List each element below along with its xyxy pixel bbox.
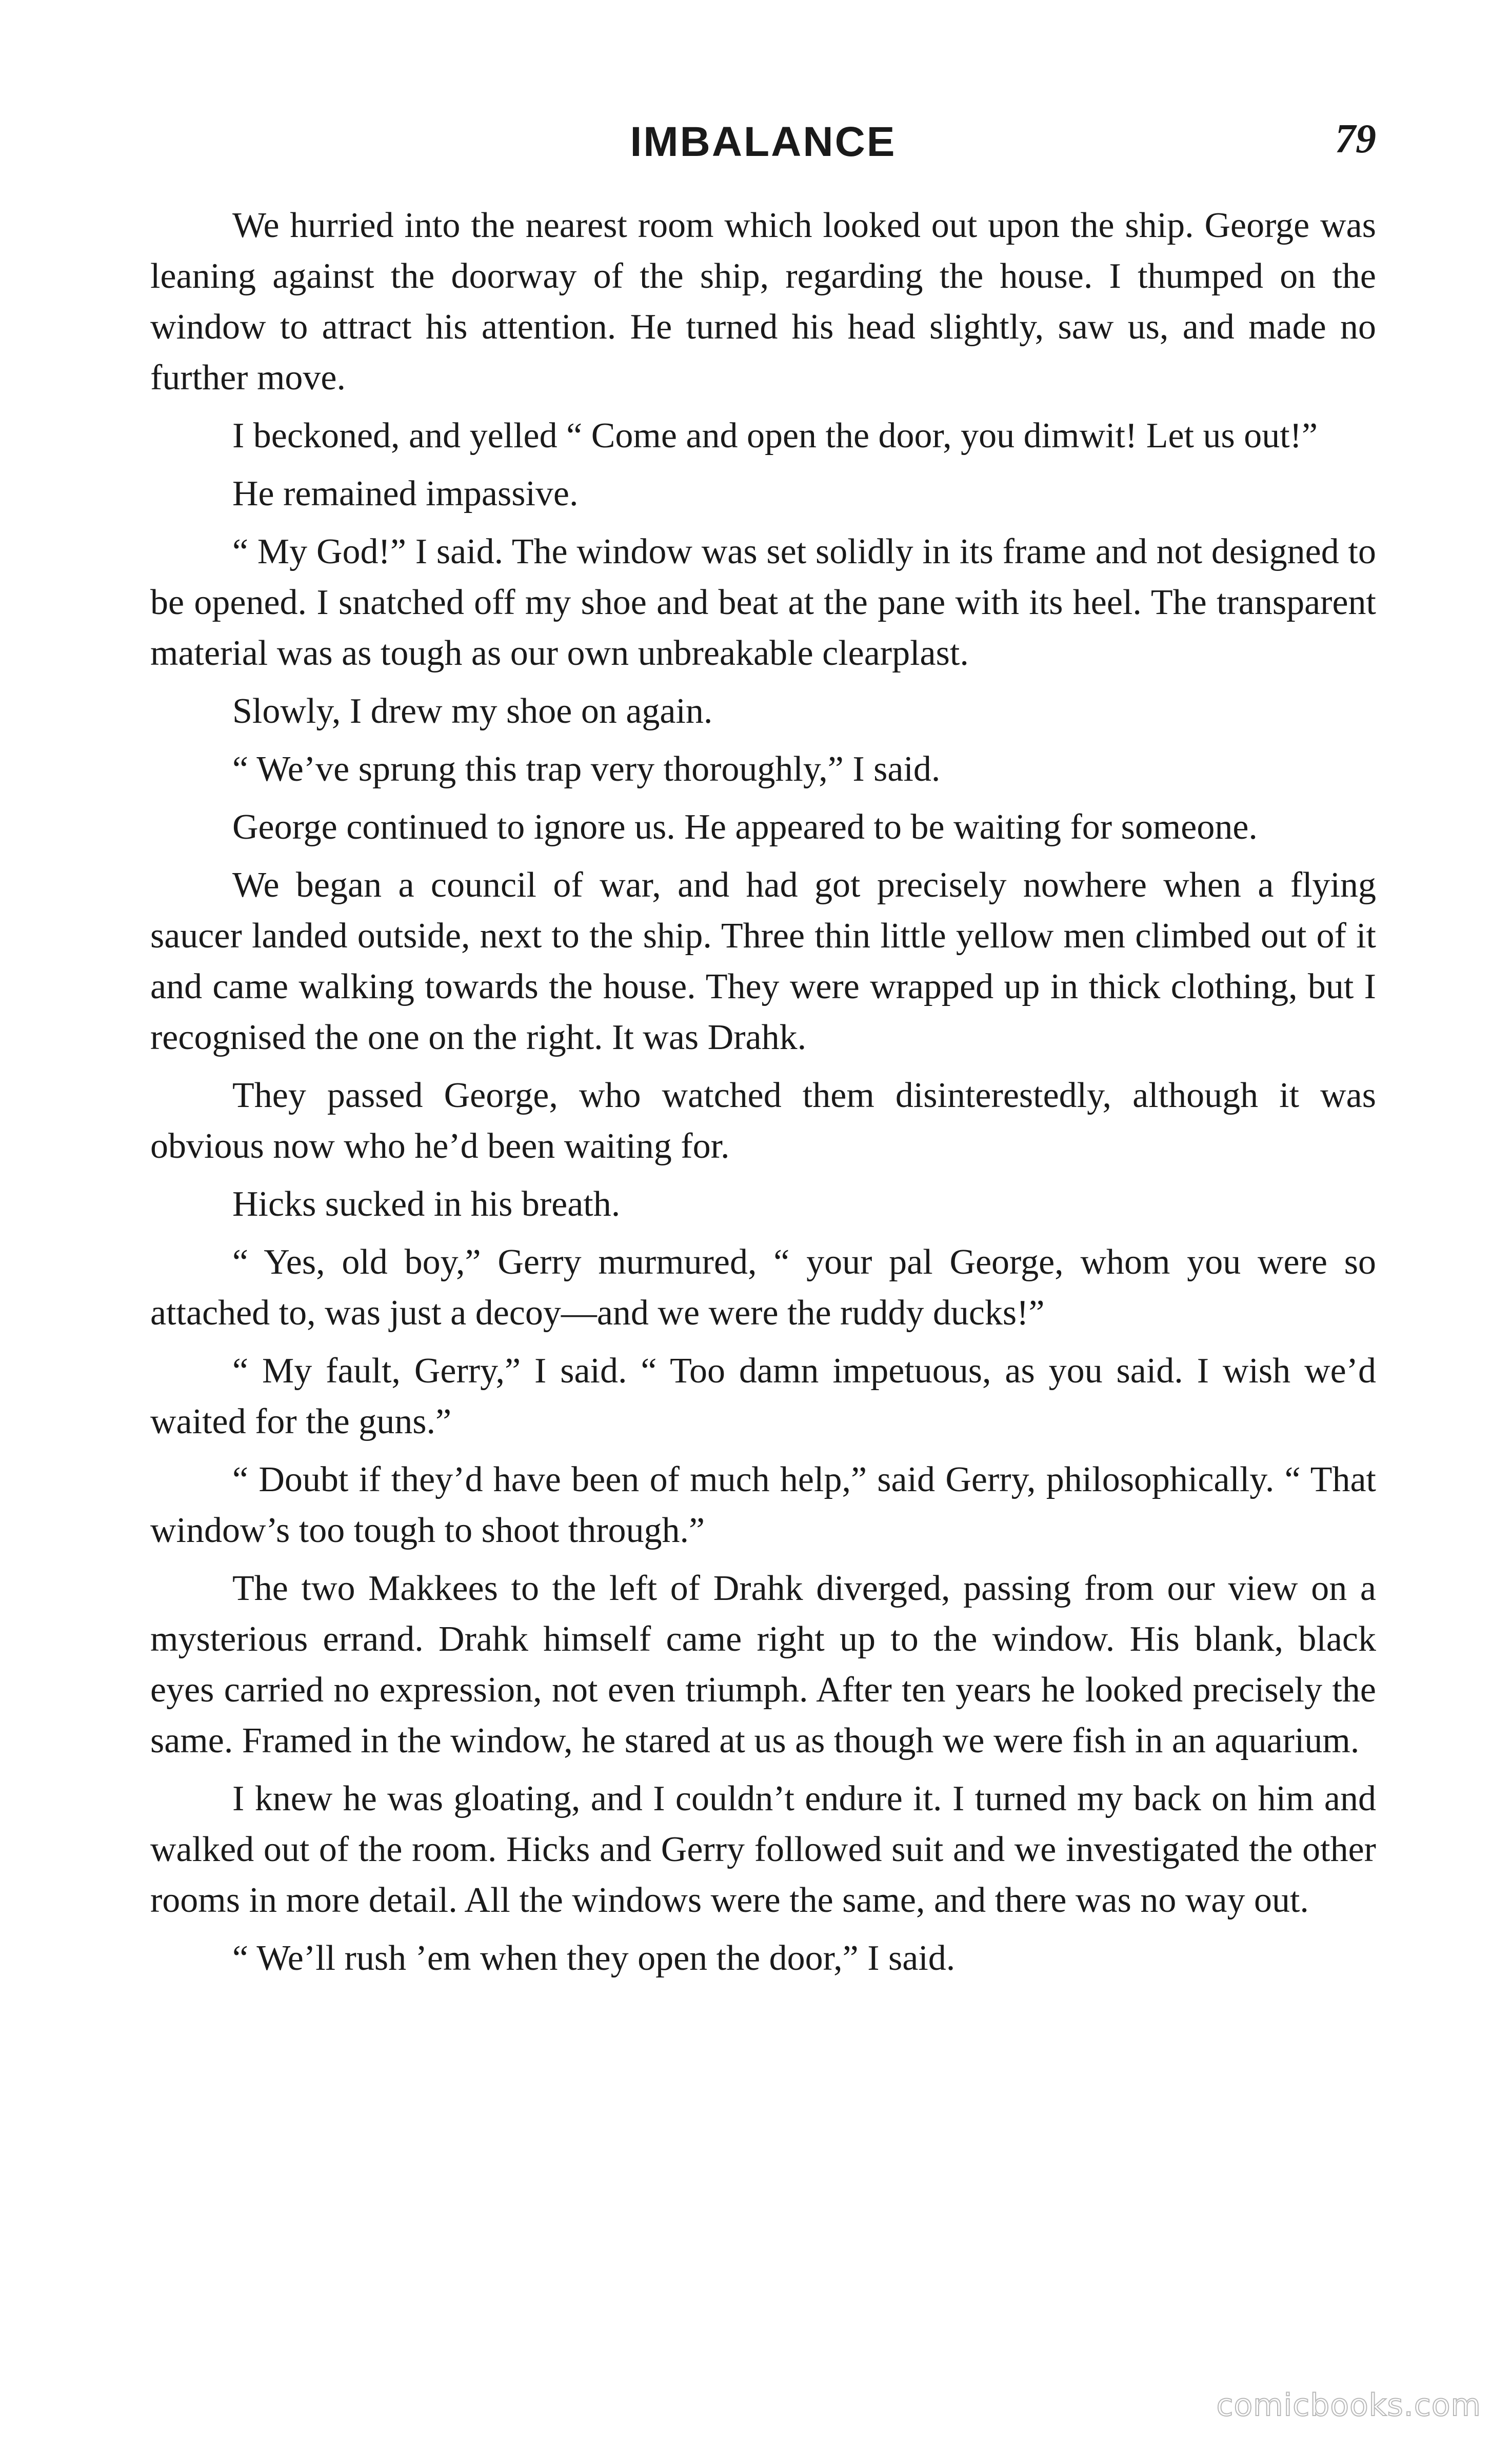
paragraph-7: George continued to ignore us. He appeared to be waiting for someone. bbox=[232, 807, 1258, 847]
paragraph-3: He remained impassive. bbox=[232, 474, 579, 513]
running-title: IMBALANCE bbox=[630, 118, 897, 165]
page-number: 79 bbox=[1335, 116, 1376, 162]
paragraph-9: They passed George, who watched them disinterestedly, although it was obvious now who he’d been waiting for. bbox=[150, 1076, 1376, 1166]
paragraph-6: “ We’ve sprung this trap very thoroughly,” I said. bbox=[232, 749, 941, 789]
paragraph-12: “ My fault, Gerry,” I said. “ Too damn impetuous, as you said. I wish we’d waited for the guns.” bbox=[150, 1351, 1376, 1441]
paragraph-15: I knew he was gloating, and I couldn’t endure it. I turned my back on him and walked out of the room. Hicks and Gerry followed suit and we investigated the other rooms in more detail. All the windows were the same, and there was no way out. bbox=[150, 1779, 1376, 1920]
paragraph-10: Hicks sucked in his breath. bbox=[232, 1184, 621, 1224]
page-header bbox=[150, 108, 1376, 185]
watermark: comicbooks.com bbox=[1216, 2387, 1481, 2423]
book-page bbox=[150, 108, 1376, 2365]
paragraph-14: The two Makkees to the left of Drahk diverged, passing from our view on a mysterious errand. Drahk himself came right up to the window. His blank, black eyes carried no expression, not even triumph. After ten years he looked precisely the same. Framed in the window, he stared at us as though we were fish in an aquarium. bbox=[150, 1569, 1376, 1760]
paragraph-5: Slowly, I drew my shoe on again. bbox=[232, 691, 713, 731]
body-text bbox=[150, 200, 1376, 1991]
paragraph-16: “ We’ll rush ’em when they open the door,” I said. bbox=[232, 1938, 956, 1978]
paragraph-13: “ Doubt if they’d have been of much help,” said Gerry, philosophically. “ That window’s too tough to shoot through.” bbox=[150, 1460, 1376, 1550]
paragraph-1: We hurried into the nearest room which looked out upon the ship. George was leaning against the doorway of the ship, regarding the house. I thumped on the window to attract his attention. He turned his head slightly, saw us, and made no further move. bbox=[150, 206, 1376, 398]
paragraph-2: I beckoned, and yelled “ Come and open the door, you dimwit! Let us out!” bbox=[232, 416, 1318, 456]
paragraph-4: “ My God!” I said. The window was set solidly in its frame and not designed to be opened. I snatched off my shoe and beat at the pane with its heel. The transparent material was as tough as our own unbreakable clearplast. bbox=[150, 532, 1376, 673]
paragraph-11: “ Yes, old boy,” Gerry murmured, “ your pal George, whom you were so attached to, was just a decoy—and we were the ruddy ducks!” bbox=[150, 1242, 1376, 1333]
paragraph-8: We began a council of war, and had got precisely nowhere when a flying saucer landed outside, next to the ship. Three thin little yellow men climbed out of it and came walking towards the house. They were wrapped up in thick clothing, but I recognised the one on the right. It was Drahk. bbox=[150, 865, 1376, 1057]
